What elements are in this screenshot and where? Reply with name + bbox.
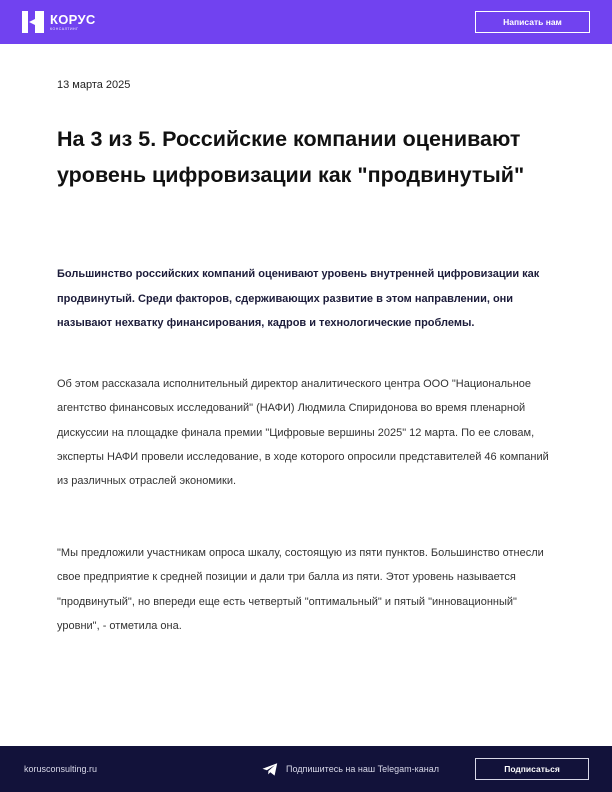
logo-subtitle: КОНСАЛТИНГ bbox=[50, 26, 79, 31]
site-header bbox=[0, 0, 612, 44]
article-lead: Большинство российских компаний оценивают уровень внутренней цифровизации как продвинутый. Среди факторов, сдерживающих развитие в этом направлении, они называют нехватку финансирования, кадров и технологические проблемы. bbox=[57, 268, 540, 329]
site-link[interactable]: korusconsulting.ru bbox=[24, 764, 98, 774]
korus-logo[interactable] bbox=[22, 10, 96, 34]
article-paragraph: Об этом рассказала исполнительный директор аналитического центра ООО "Национальное агентство финансовых исследований" (НАФИ) Людмила Спиридонова во время пленарной дискуссии на площадке финала премии "Цифровые вершины 2025" 12 марта. По ее словам, эксперты НАФИ провели исследование, в ходе которого опросили представителей 46 компаний из различных отраслей экономики. bbox=[57, 378, 549, 488]
article-title: На 3 из 5. Российские компании оценивают уровень цифровизации как "продвинутый" bbox=[57, 127, 525, 187]
article-paragraph: "Мы предложили участникам опроса шкалу, состоящую из пяти пунктов. Большинство отнесли свое предприятие к средней позиции и дали три балла из пяти. Этот уровень называется "продвинутый", но впереди еще есть четвертый "оптимальный" и пятый "инновационный" уровни", - отметила она. bbox=[57, 547, 544, 632]
site-footer bbox=[0, 746, 612, 792]
write-us-button[interactable]: Написать нам bbox=[475, 11, 590, 33]
logo-name: КОРУС bbox=[50, 11, 96, 27]
telegram-icon bbox=[262, 763, 278, 776]
subscribe-button[interactable]: Подписаться bbox=[475, 758, 589, 780]
korus-logo-icon bbox=[22, 11, 44, 33]
telegram-promo-text[interactable]: Подпишитесь на наш Telegam-канал bbox=[286, 764, 439, 774]
article-date: 13 марта 2025 bbox=[57, 79, 131, 91]
